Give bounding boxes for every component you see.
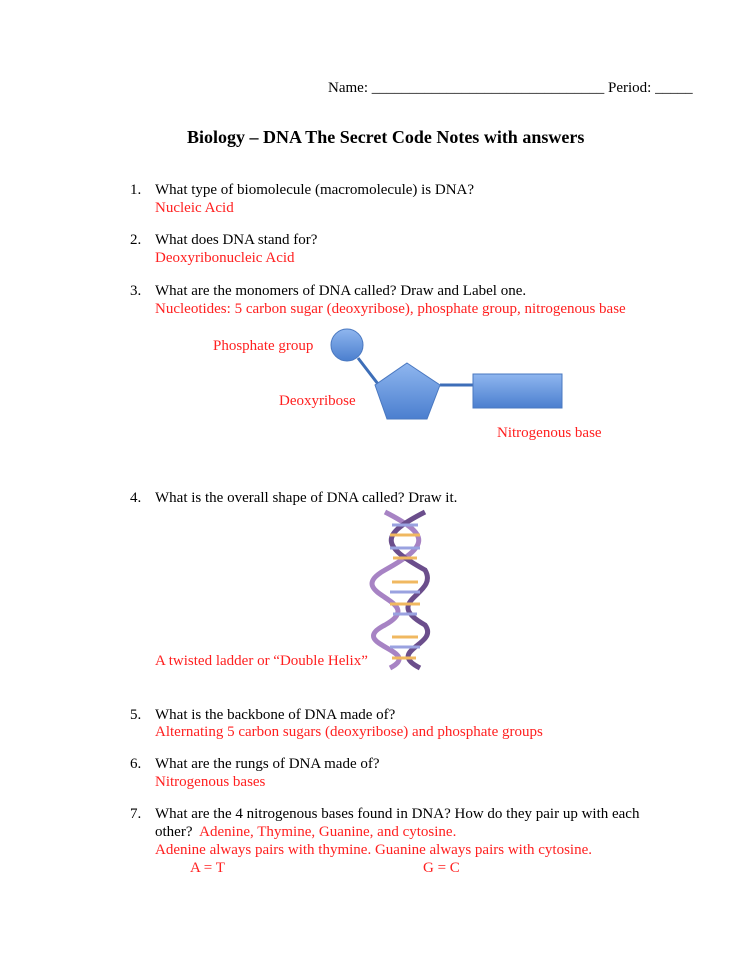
question-7-line2: other? [155, 824, 193, 840]
pair-at: A = T [190, 860, 225, 876]
question-number: 2. [130, 232, 142, 248]
double-helix-image [372, 512, 428, 668]
answer-5: Alternating 5 carbon sugars (deoxyribose) and phosphate groups [155, 724, 543, 740]
question-number: 7. [130, 806, 142, 822]
answer-1: Nucleic Acid [155, 200, 234, 216]
answer-3: Nucleotides: 5 carbon sugar (deoxyribose), phosphate group, nitrogenous base [155, 301, 626, 317]
pair-gc: G = C [423, 860, 460, 876]
question-6: What are the rungs of DNA made of? [155, 756, 380, 772]
question-4: What is the overall shape of DNA called? Draw it. [155, 490, 458, 506]
bond-line [358, 358, 378, 384]
answer-6: Nitrogenous bases [155, 774, 266, 790]
page-title: Biology – DNA The Secret Code Notes with answers [187, 127, 585, 147]
answer-7-line1: Adenine, Thymine, Guanine, and cytosine. [199, 824, 457, 840]
question-number: 6. [130, 756, 142, 772]
question-7-cont [155, 823, 456, 841]
base-rectangle [473, 374, 562, 408]
label-nitrogenous-base: Nitrogenous base [497, 425, 602, 441]
answer-2: Deoxyribonucleic Acid [155, 250, 295, 266]
label-deoxyribose: Deoxyribose [279, 393, 356, 409]
question-1: What type of biomolecule (macromolecule) is DNA? [155, 182, 475, 198]
question-number: 3. [130, 283, 142, 299]
name-period-line: Name: _______________________________ Period: _____ [328, 80, 693, 96]
question-number: 4. [130, 490, 142, 506]
question-5: What is the backbone of DNA made of? [155, 707, 396, 723]
question-2: What does DNA stand for? [155, 232, 318, 248]
question-7: What are the 4 nitrogenous bases found in DNA? How do they pair up with each [155, 806, 640, 822]
label-phosphate: Phosphate group [213, 338, 314, 354]
answer-4: A twisted ladder or “Double Helix” [155, 653, 368, 669]
question-number: 1. [130, 182, 142, 198]
phosphate-circle [331, 329, 363, 361]
question-number: 5. [130, 707, 142, 723]
answer-7-line2: Adenine always pairs with thymine. Guanine always pairs with cytosine. [155, 842, 592, 858]
deoxyribose-pentagon [375, 363, 440, 419]
question-3: What are the monomers of DNA called? Draw and Label one. [155, 283, 527, 299]
